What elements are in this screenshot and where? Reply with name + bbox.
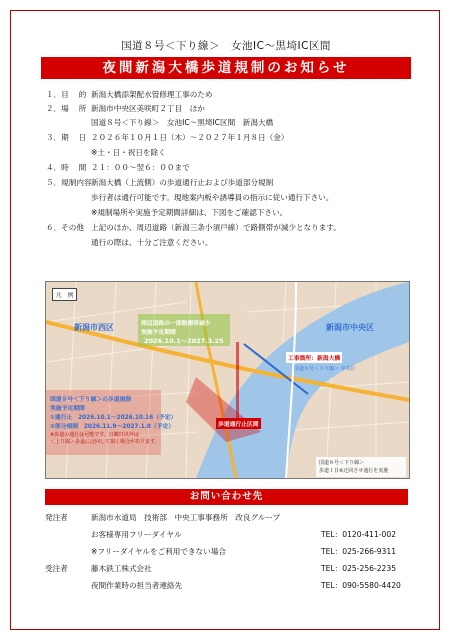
item-label: ５．規制内容 xyxy=(46,178,92,187)
contact-name: 新潟市水道局 技術部 中央工事事務所 改良グループ xyxy=(91,513,281,522)
notice-title-banner: 夜間新潟大橋歩道規制のお知らせ xyxy=(41,57,411,79)
contact-heading: お問い合わせ先 xyxy=(45,489,408,505)
item-value: 新潟市中央区美咲町２丁目 ほか xyxy=(91,104,205,113)
contact-row xyxy=(45,580,408,591)
map-bottom-2: 歩道１日※迂回させ通行を実施 xyxy=(319,468,389,474)
item-label: ２．場 所 xyxy=(46,104,87,113)
map-red-note1: ※歩道の通行は可能です。日曜日以外は xyxy=(50,432,139,438)
map-red-line1: ①通行止 2026.10.1～2026.10.16（予定） xyxy=(50,415,177,421)
map-green-period: 2026.10.1～2027.3.25 xyxy=(144,337,224,345)
contact-name: 夜間作業時の担当者連絡先 xyxy=(91,581,183,590)
item-value: ２０２６年１０月１日（木）～２０２７年１月８日（金） xyxy=(91,133,289,142)
contact-role: 受注者 xyxy=(45,564,68,573)
contact-tel[interactable]: TEL：025-266-9311 xyxy=(321,547,397,556)
contact-tel[interactable]: TEL：025-256-2235 xyxy=(321,564,397,573)
map-red-sub: 実施予定期間 xyxy=(50,406,85,412)
map-walk-label: 歩道通行止区間 xyxy=(216,418,261,429)
contact-name: 藤木鉄工株式会社 xyxy=(91,564,152,573)
map-legend: 凡 例 xyxy=(52,288,77,301)
contact-row xyxy=(45,529,408,540)
notice-subtitle: 国道８号＜下り線＞ 女池IC～黒埼IC区間 xyxy=(121,40,331,52)
item-other-extra: 通行の際は、十分ご注意ください。 xyxy=(91,238,213,247)
map-green-title: 周辺道路の一部路側帯減少 xyxy=(141,321,211,327)
item-value: 上記のほか、周辺道路（新潟三条小須戸線）で路側帯が減少となります。 xyxy=(91,223,341,232)
map-site-label: 工事箇所：新潟大橋 xyxy=(286,352,342,363)
item-label: ６．その他 xyxy=(46,223,84,232)
map-red-note2: ＜上り線＞歩道に迂回して頂く場合があります。 xyxy=(50,439,160,445)
map-bottom-1: 国道８号＜下り線＞ xyxy=(319,460,365,466)
map-red-line2: ②部分規制 2026.11.9～2027.1.8（予定） xyxy=(50,424,175,430)
contact-role: 発注者 xyxy=(45,513,68,522)
item-date-extra: ※土・日・祝日を除く xyxy=(91,148,166,157)
item-regulation-extra-1: 歩行者は通行可能です。現地案内板や誘導員の指示に従い通行下さい。 xyxy=(91,193,334,202)
map-red-title: 国道８号＜下り線＞の歩道規制 xyxy=(50,397,132,403)
map-green-sub: 実施予定期間 xyxy=(141,330,176,336)
item-regulation-extra-2: ※規制場所や実施予定期間詳細は、下図をご確認下さい。 xyxy=(91,208,288,217)
item-value: 新潟大橋添架配水管修理工事のため xyxy=(91,90,213,99)
item-label: １．目 的 xyxy=(46,90,87,99)
regulation-map xyxy=(45,281,410,479)
contact-row xyxy=(45,512,408,523)
item-value: ２１：００～翌６：００まで xyxy=(91,163,190,172)
contact-tel[interactable]: TEL：090-5580-4420 xyxy=(321,581,401,590)
map-graphic xyxy=(46,282,409,478)
contact-row xyxy=(45,546,408,557)
contact-row xyxy=(45,563,408,574)
map-site-sub: 国道８号＜下り線＞ 中央区 xyxy=(294,366,356,372)
item-label: ３．期 日 xyxy=(46,133,87,142)
contact-name: ※フリーダイヤルをご利用できない場合 xyxy=(91,547,226,556)
item-value: 新潟大橋（上流側）の歩道通行止および歩道部分規制 xyxy=(91,178,274,187)
map-district-west: 新潟市西区 xyxy=(74,323,114,332)
item-label: ４．時 間 xyxy=(46,163,87,172)
contact-tel[interactable]: TEL：0120-411-002 xyxy=(321,530,397,539)
contact-name: お客様専用フリーダイヤル xyxy=(91,530,182,539)
map-district-central: 新潟市中央区 xyxy=(326,323,374,332)
item-location-extra: 国道８号＜下り線＞ 女池IC～黒埼IC区間 新潟大橋 xyxy=(91,118,274,127)
